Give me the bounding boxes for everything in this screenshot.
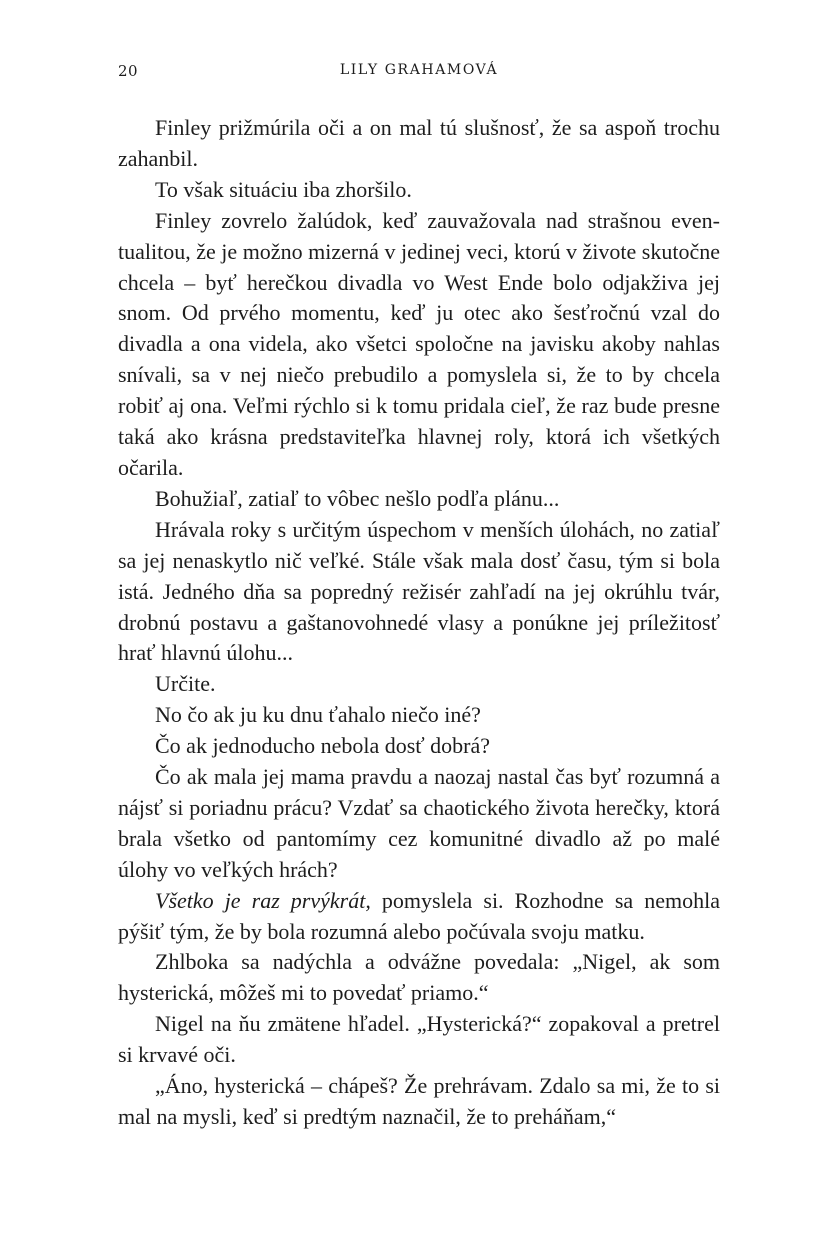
paragraph: Čo ak mala jej mama pravdu a naozaj nastal čas byť rozumná a nájsť si poriadnu prácu? Vzdať sa chaotického života herečky, ktorá brala všetko od pantomímy cez komunitné divadlo až po malé úlohy vo veľkých hrách?	[118, 764, 720, 882]
italic-thought: Všetko je raz prvýkrát,	[155, 887, 371, 913]
paragraph: Finley prižmúrila oči a on mal tú slušnosť, že sa aspoň trochu zahanbil.	[118, 115, 720, 171]
page-number: 20	[118, 62, 139, 80]
paragraph: Nigel na ňu zmätene hľadel. „Hysterická?“ zopakoval a pretrel si krvavé oči.	[118, 1011, 720, 1068]
paragraph: Určite.	[155, 671, 216, 697]
book-text	[118, 113, 720, 1133]
paragraph: Hrávala roky s určitým úspechom v menších úlohách, no zatiaľ sa jej nenaskytlo nič veľké. Stále však mala dosť času, tým si bola istá. Jedného dňa sa popredný režisér zahľadí na jej okrúhlu tvár, drobnú postavu a gaštanovohnedé vlasy a ponúkne jej príležitosť hrať hlavnú úlohu...	[118, 516, 720, 666]
paragraph-continuation: pomyslela si. Rozhodne sa nemohla pýšiť tým, že by bola rozumná alebo počúvala svoju matku.	[118, 887, 721, 944]
paragraph: „Áno, hysterická – chápeš? Že prehrávam. Zdalo sa mi, že to si mal na mysli, keď si predtým naznačil, že to preháňam,“	[118, 1073, 720, 1129]
paragraph: Čo ak jednoducho nebola dosť dobrá?	[155, 733, 491, 759]
paragraph: Finley zovrelo žalúdok, keď zauvažovala nad strašnou eventualitou, že je možno mizerná v jedinej veci, ktorú v živote skutočne chcela – byť herečkou divadla vo West Ende bolo odjakživa jej snom. Od prvého momentu, keď ju otec ako šesťročnú vzal do divadla a ona videla, ako všetci spoločne na javisku akoby nahlas snívali, sa v nej niečo prebudilo a pomyslela si, že to by chcela robiť aj ona. Veľmi rýchlo si k tomu pridala cieľ, že raz bude presne taká ako krásna predstaviteľka hlavnej roly, ktorá ich všetkých očarila.	[118, 207, 720, 480]
paragraph: Zhlboka sa nadýchla a odvážne povedala: „Nigel, ak som hysterická, môžeš mi to povedať priamo.“	[118, 949, 720, 1006]
paragraph-with-italic-thought	[118, 886, 720, 948]
page-header	[118, 62, 720, 88]
paragraph: No čo ak ju ku dnu ťahalo niečo iné?	[155, 702, 481, 728]
paragraph: Bohužiaľ, zatiaľ to vôbec nešlo podľa plánu...	[155, 485, 560, 511]
running-head-author: LILY GRAHAMOVÁ	[339, 62, 499, 78]
paragraph: To však situáciu iba zhoršilo.	[155, 176, 412, 202]
